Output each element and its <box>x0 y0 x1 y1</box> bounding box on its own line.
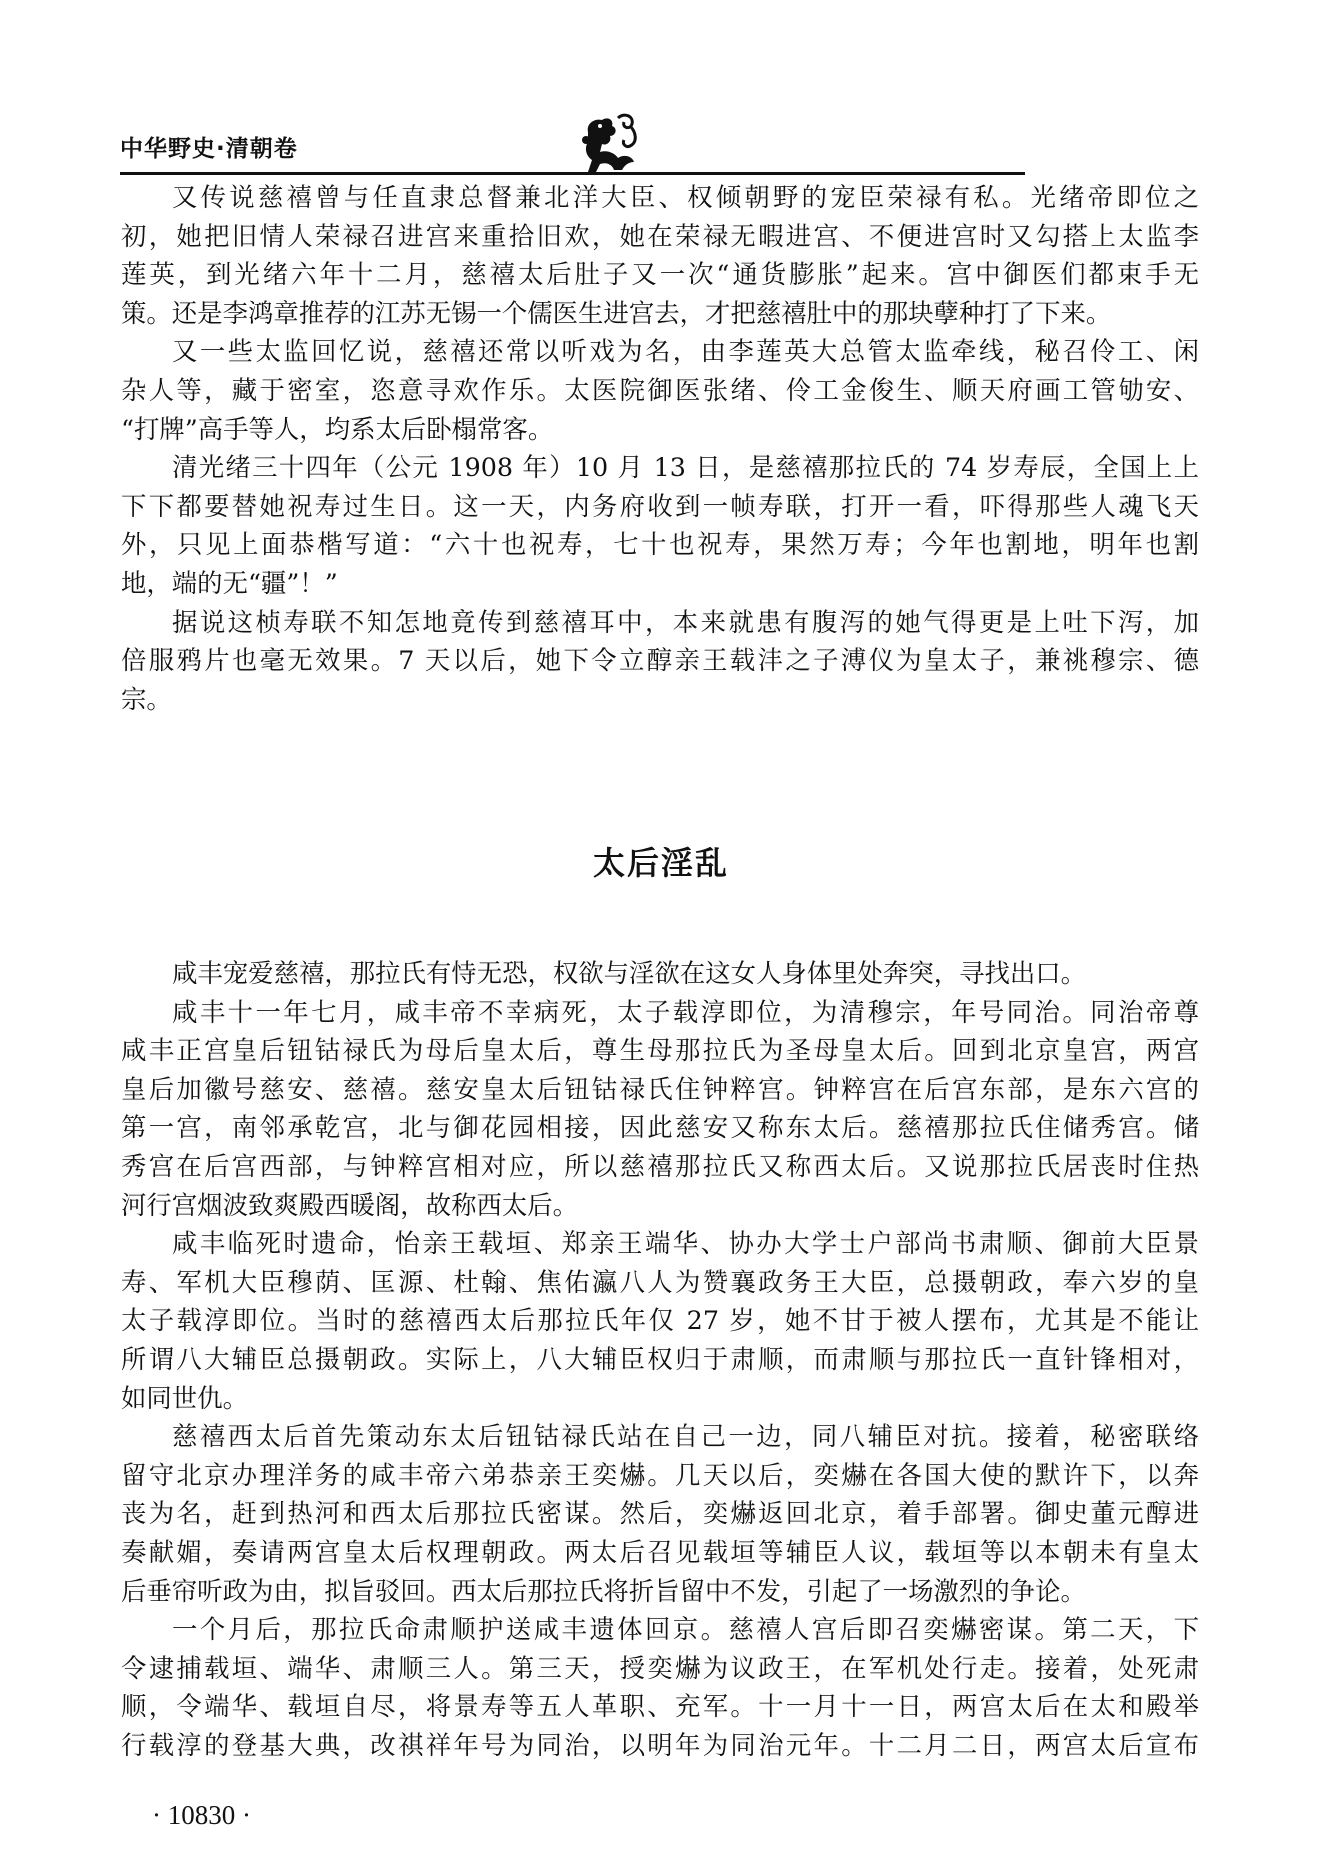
running-header <box>120 118 1025 178</box>
text-line: 太子载淳即位。当时的慈禧西太后那拉氏年仅 27 岁，她不甘于被人摆布，尤其是不能让 <box>121 1305 1199 1336</box>
text-line: 一个月后，那拉氏命肃顺护送咸丰遗体回京。慈禧人宫后即召奕爀密谋。第二天，下 <box>172 1614 1199 1645</box>
section-heading: 太后淫乱 <box>592 844 729 882</box>
paragraph <box>121 332 1199 448</box>
text-line: 如同世仇。 <box>121 1382 248 1413</box>
text-line: 丧为名，赶到热河和西太后那拉氏密谋。然后，奕爀返回北京，着手部署。御史董元醇进 <box>121 1498 1199 1529</box>
text-line: 顺，令端华、载垣自尽，将景寿等五人革职、充军。十一月十一日，两宫太后在太和殿举 <box>121 1691 1199 1722</box>
text-line: 慈禧西太后首先策动东太后钮钴禄氏站在自己一边，同八辅臣对抗。接着，秘密联络 <box>172 1421 1199 1452</box>
section-1-body <box>121 178 1199 718</box>
text-line: 策。还是李鸿章推荐的江苏无锡一个儒医生进宫去，才把慈禧肚中的那块孽种打了下来。 <box>121 297 1112 328</box>
text-line: 倍服鸦片也毫无效果。7 天以后，她下令立醇亲王载沣之子溥仪为皇太子，兼祧穆宗、德 <box>121 645 1199 676</box>
text-line: 初，她把旧情人荣禄召进宫来重拾旧欢，她在荣禄无暇进宫、不便进宫时又勾搭上太监李 <box>121 220 1199 251</box>
text-line: 外，只见上面恭楷写道：“六十也祝寿，七十也祝寿，果然万寿；今年也割地，明年也割 <box>121 529 1199 560</box>
paragraph <box>121 993 1199 1225</box>
text-line: 奏献媚，奏请两宫皇太后权理朝政。两太后召见载垣等辅臣人议，载垣等以本朝未有皇太 <box>121 1536 1199 1567</box>
text-line: 咸丰临死时遗命，怡亲王载垣、郑亲王端华、协办大学士户部尚书肃顺、御前大臣景 <box>172 1228 1199 1259</box>
text-line: 清光绪三十四年（公元 1908 年）10 月 13 日，是慈禧那拉氏的 74 岁寿辰，全国上上 <box>172 452 1199 483</box>
paragraph <box>121 1224 1199 1417</box>
text-line: 下下都要替她祝寿过生日。这一天，内务府收到一帧寿联，打开一看，吓得那些人魂飞天 <box>121 490 1199 521</box>
text-line: 杂人等，藏于密室，恣意寻欢作乐。太医院御医张绪、伶工金俊生、顺天府画工管劬安、 <box>121 374 1199 405</box>
dragon-emblem-icon <box>578 112 644 174</box>
paragraph <box>121 954 1199 993</box>
text-line: 咸丰宠爱慈禧，那拉氏有恃无恐，权欲与淫欲在这女人身体里处奔突，寻找出口。 <box>172 958 1087 988</box>
text-line: 咸丰正宫皇后钮钴禄氏为母后皇太后，尊生母那拉氏为圣母皇太后。回到北京皇宫，两宫 <box>121 1035 1199 1066</box>
paragraph <box>121 178 1199 332</box>
text-line: 寿、军机大臣穆荫、匡源、杜翰、焦佑瀛八人为赞襄政务王大臣，总摄朝政，奉六岁的皇 <box>121 1266 1199 1297</box>
text-line: 令逮捕载垣、端华、肃顺三人。第三天，授奕爀为议政王，在军机处行走。接着，处死肃 <box>121 1652 1199 1683</box>
text-line: 行载淳的登基大典，改祺祥年号为同治，以明年为同治元年。十二月二日，两宫太后宣布 <box>121 1729 1199 1760</box>
page-number: · 10830 · <box>152 1800 251 1830</box>
text-line: 皇后加徽号慈安、慈禧。慈安皇太后钮钴禄氏住钟粹宫。钟粹宫在后宫东部，是东六宫的 <box>121 1073 1199 1104</box>
text-line: 又传说慈禧曾与任直隶总督兼北洋大臣、权倾朝野的宠臣荣禄有私。光绪帝即位之 <box>172 182 1199 212</box>
paragraph <box>121 1417 1199 1610</box>
text-line: 后垂帘听政为由，拟旨驳回。西太后那拉氏将折旨留中不发，引起了一场激烈的争论。 <box>121 1575 1086 1606</box>
text-line: 莲英，到光绪六年十二月，慈禧太后肚子又一次“通货膨胀”起来。宫中御医们都束手无 <box>121 259 1199 290</box>
section-2-body <box>121 954 1199 1764</box>
text-line: 留守北京办理洋务的咸丰帝六弟恭亲王奕爀。几天以后，奕爀在各国大使的默许下，以奔 <box>121 1459 1199 1490</box>
header-rule <box>120 172 1025 175</box>
text-line: 所谓八大辅臣总摄朝政。实际上，八大辅臣权归于肃顺，而肃顺与那拉氏一直针锋相对， <box>121 1343 1199 1374</box>
text-line: 第一宫，南邻承乾宫，北与御花园相接，因此慈安又称东太后。慈禧那拉氏住储秀宫。储 <box>121 1112 1199 1143</box>
paragraph <box>121 603 1199 719</box>
paragraph <box>121 1610 1199 1764</box>
text-line: 河行宫烟波致爽殿西暖阁，故称西太后。 <box>121 1189 579 1220</box>
running-title: 中华野史·清朝卷 <box>120 136 298 162</box>
text-line: 宗。 <box>121 683 172 714</box>
text-line: 地，端的无“疆”！” <box>121 567 338 598</box>
text-line: 秀宫在后宫西部，与钟粹宫相对应，所以慈禧那拉氏又称西太后。又说那拉氏居丧时住热 <box>121 1150 1199 1181</box>
text-line: 又一些太监回忆说，慈禧还常以听戏为名，由李莲英大总管太监牵线，秘召伶工、闲 <box>172 336 1199 367</box>
text-line: “打牌”高手等人，均系太后卧榻常客。 <box>121 413 554 444</box>
paragraph <box>121 448 1199 602</box>
text-line: 咸丰十一年七月，咸丰帝不幸病死，太子载淳即位，为清穆宗，年号同治。同治帝尊 <box>172 996 1199 1027</box>
text-line: 据说这桢寿联不知怎地竟传到慈禧耳中，本来就患有腹泻的她气得更是上吐下泻，加 <box>172 606 1199 637</box>
